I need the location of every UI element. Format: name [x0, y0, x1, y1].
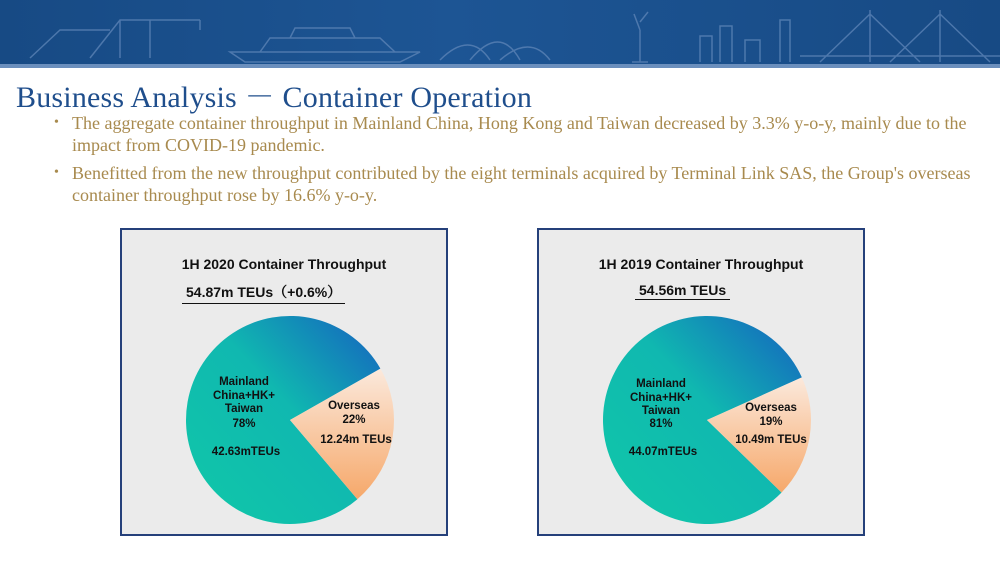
slice-value-mainland: 42.63mTEUs — [211, 446, 281, 458]
bullet-item — [54, 162, 974, 206]
slice-value-mainland: 44.07mTEUs — [628, 446, 698, 458]
slice-percent-overseas: 22% — [342, 414, 366, 426]
bullet-list — [54, 112, 974, 212]
bullet-text: The aggregate container throughput in Mainland China, Hong Kong and Taiwan decreased by 3.3% y-o-y, mainly due to the impact from COVID-19 pandemic. — [72, 113, 967, 155]
header-banner — [0, 0, 1000, 68]
slice-label-overseas: Overseas — [328, 400, 380, 412]
slice-percent-overseas: 19% — [759, 416, 783, 428]
chart-title: 1H 2020 Container Throughput — [181, 256, 387, 272]
slice-label-overseas: Overseas — [745, 402, 797, 414]
banner-stripe — [0, 64, 1000, 68]
slice-value-overseas: 10.49m TEUs — [735, 434, 807, 446]
chart-panel-2019 — [537, 228, 865, 536]
bullet-item — [54, 112, 974, 156]
chart-subtitle: 54.56m TEUs — [635, 282, 730, 300]
chart-subtitle: 54.87m TEUs（+0.6%） — [182, 282, 345, 304]
slice-value-overseas: 12.24m TEUs — [320, 434, 392, 446]
bullet-dot-icon: • — [54, 115, 59, 130]
chart-panel-2020 — [120, 228, 448, 536]
bullet-text: Benefitted from the new throughput contributed by the eight terminals acquired by Terminal Link SAS, the Group's overseas container throughput rose by 16.6% y-o-y. — [72, 163, 971, 205]
slice-label-mainland: Mainland China+HK+ Taiwan — [213, 376, 275, 415]
slice-label-mainland: Mainland China+HK+ Taiwan — [630, 378, 692, 417]
bullet-dot-icon: • — [54, 165, 59, 180]
slice-percent-mainland: 78% — [232, 418, 256, 430]
page-title: Business Analysis － Container Operation — [16, 81, 533, 114]
chart-title: 1H 2019 Container Throughput — [598, 256, 804, 272]
banner-illustration — [0, 0, 1000, 68]
slice-percent-mainland: 81% — [649, 418, 673, 430]
